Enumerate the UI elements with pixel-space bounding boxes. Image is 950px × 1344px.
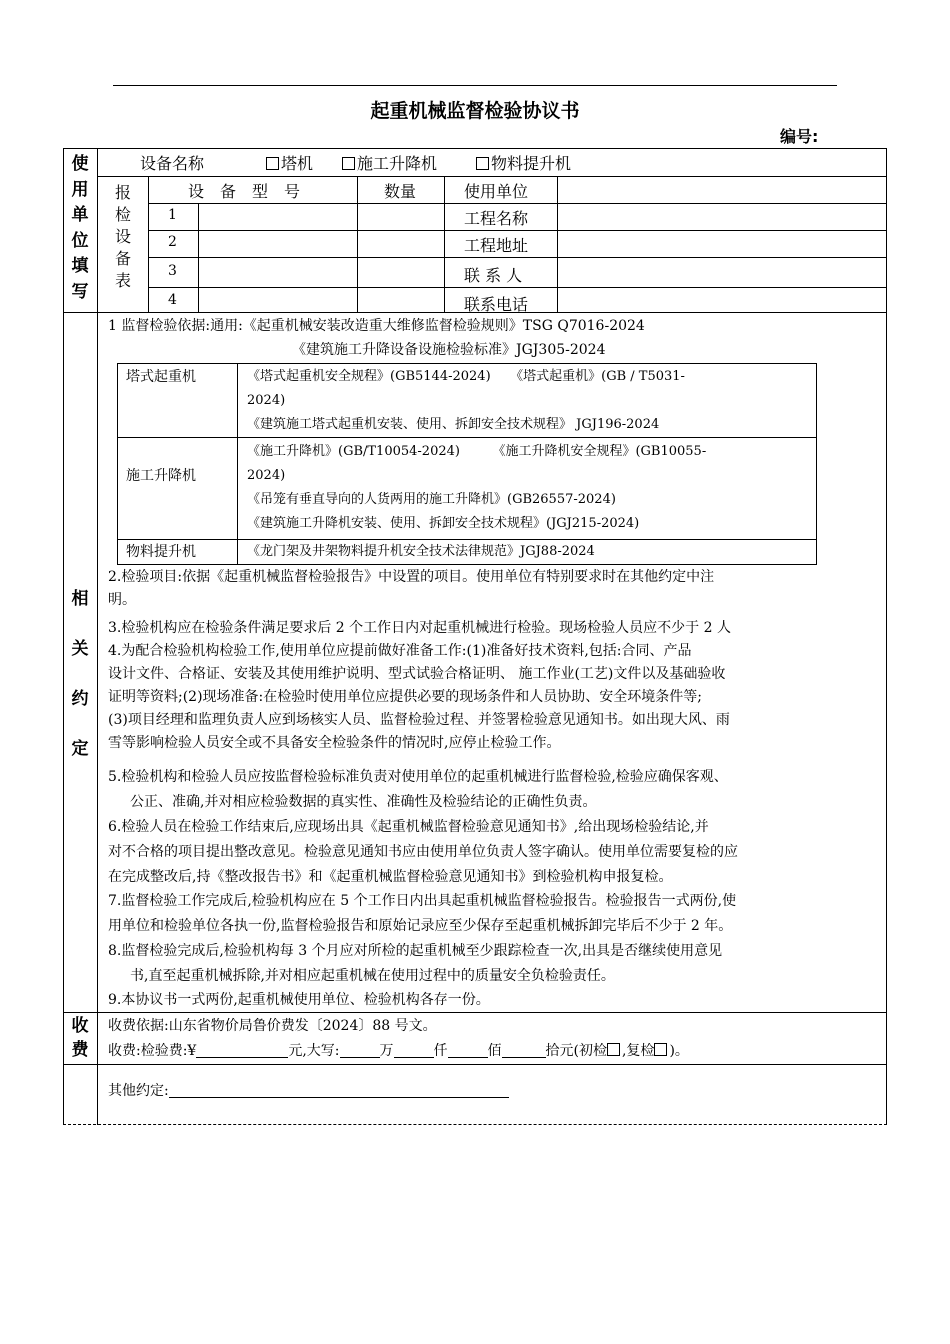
grid-v1 (148, 176, 149, 312)
grid-h1 (148, 203, 887, 204)
label-user-unit: 使用单位 (464, 182, 529, 201)
label-project-address: 工程地址 (464, 236, 529, 255)
clause-6: 6.检验人员在检验工作结束后,应现场出具《起重机械监督检验意见通知书》,给出现场检验结论,并 对不合格的项目提出整改意见。检验意见通知书应由使用单位负责人签字确认。使用单位需要复检的应 在完成整改后,持《整改报告书》和《起重机械监督检验意见通知书》到检验机构申报复检。 (108, 819, 738, 885)
row-number: 3 (168, 263, 177, 279)
clause-7: 7.监督检验工作完成后,检验机构应在 5 个工作日内出具起重机械监督检验报告。检验报告一式两份,使 用单位和检验单位各执一份,监督检验报告和原始记录应至少保存至起重机械拆卸完毕后不少于 2 年。 (108, 893, 737, 934)
document-title: 起重机械监督检验协议书 (370, 100, 580, 122)
row-number: 2 (168, 234, 177, 250)
checkbox-icon[interactable] (342, 157, 355, 170)
grid-h3 (148, 257, 887, 258)
standards-type-hoist: 施工升降机 (126, 468, 196, 484)
clause-8: 8.监督检验完成后,检验机构每 3 个月应对所检的起重机械至少跟踪检查一次,出具是否继续使用意见 书,直至起重机械拆除,并对相应起重机械在使用过程中的质量安全负检验责任。 (108, 943, 723, 984)
standards-type-tower: 塔式起重机 (126, 369, 196, 385)
initial-check-checkbox-icon[interactable] (607, 1043, 620, 1056)
clause-9: 9.本协议书一式两份,起重机械使用单位、检验机构各存一份。 (108, 992, 490, 1008)
side-label-fee: 收 费 (71, 1016, 89, 1060)
clause-1-line-1: 1 监督检验依据:通用:《起重机械安装改造重大维修监督检验规则》TSG Q7016-2024 (108, 318, 645, 334)
col-header-quantity: 数量 (384, 182, 417, 201)
label-contact-person: 联 系 人 (464, 266, 523, 285)
clause-5: 5.检验机构和检验人员应按监督检验标准负责对使用单位的起重机械进行监督检验,检验应确保客观、 公正、准确,并对相应检验数据的真实性、准确性及检验结论的正确性负责。 (108, 769, 728, 810)
clause-1-line-2: 《建筑施工升降设备设施检验标准》JGJ305-2024 (292, 342, 606, 358)
grid-h2 (148, 230, 887, 231)
section-line-2 (63, 1012, 887, 1013)
section-line-3 (63, 1064, 887, 1065)
option-tower-crane[interactable]: 塔机 (266, 151, 313, 174)
clause-2: 2.检验项目:依据《起重机械监督检验报告》中设置的项目。使用单位有特别要求时在其他约定中注 明。 (108, 569, 715, 608)
grid-v5 (557, 176, 558, 312)
other-agreement-field[interactable] (169, 1083, 509, 1098)
standards-hoist-list: 《施工升降机》(GB/T10054-2024) 《施工升降机安全规程》(GB10055- 2024) 《吊笼有垂直导向的人货两用的施工升降机》(GB26557-2024) 《建筑施工升降机安装、使用、拆卸安全技术规程》(JGJ215-2024) (247, 444, 707, 531)
equipment-name-label: 设备名称 (140, 154, 205, 173)
clause-4: 4.为配合检验机构检验工作,使用单位应提前做好准备工作:(1)准备好技术资料,包括:合同、产品 设计文件、合格证、安装及其使用维护说明、型式试验合格证明、 施工作业(工艺)文件以及基础验收 证明等资料;(2)现场准备:在检验时使用单位应提供必要的现场条件和人员协助、安全环境条件等; (3)项目经理和监理负责人应到场核实人员、监督检验过程、并签署检验意见通知书。如出现大风、雨 雪等影响检验人员安全或不具备安全检验条件的情况时,应停止检验工作。 (108, 643, 730, 751)
equipment-name-row-line (97, 176, 887, 177)
clause-3: 3.检验机构应在检验条件满足要求后 2 个工作日内对起重机械进行检验。现场检验人员应不少于 2 人 (108, 620, 731, 636)
side-label-agreement: 相 关 约 定 (71, 589, 89, 759)
standards-type-material: 物料提升机 (126, 544, 196, 560)
fee-shi-field[interactable] (502, 1043, 546, 1058)
document-number-label: 编号: (780, 127, 819, 146)
fee-basis: 收费依据:山东省物价局鲁价费发〔2024〕88 号文。 (108, 1018, 437, 1034)
fee-wan-field[interactable] (340, 1043, 380, 1058)
other-agreement: 其他约定: (108, 1080, 880, 1103)
label-contact-phone: 联系电话 (464, 295, 529, 314)
standards-table-divider (237, 363, 238, 565)
recheck-checkbox-icon[interactable] (654, 1043, 667, 1056)
fee-qian-field[interactable] (394, 1043, 434, 1058)
top-rule (113, 85, 837, 86)
fee-amount-field[interactable] (196, 1043, 288, 1058)
row-number: 4 (168, 292, 177, 308)
side-label-report-table: 报 检 设 备 表 (114, 183, 131, 290)
side-label-user-fill: 使 用 单 位 填 写 (71, 154, 89, 302)
standards-row-line-1 (117, 437, 817, 438)
standards-tower-list: 《塔式起重机安全规程》(GB5144-2024) 《塔式起重机》(GB / T5031- 2024) 《建筑施工塔式起重机安装、使用、拆卸安全技术规程》 JGJ196-2024 (247, 369, 685, 432)
col-header-model: 设 备 型 号 (188, 182, 301, 201)
grid-v3 (357, 176, 358, 312)
fee-bai-field[interactable] (448, 1043, 488, 1058)
grid-h4 (148, 287, 887, 288)
label-project-name: 工程名称 (464, 209, 529, 228)
option-material-hoist[interactable]: 物料提升机 (476, 151, 571, 174)
option-construction-hoist[interactable]: 施工升降机 (342, 151, 437, 174)
fee-amount-line: 收费:检验费:¥ 元,大写: 万 仟 佰 拾元(初检 ,复检 )。 (108, 1043, 689, 1059)
standards-material-list: 《龙门架及井架物料提升机安全技术法律规范》JGJ88-2024 (247, 544, 595, 559)
checkbox-icon[interactable] (476, 157, 489, 170)
grid-v4 (444, 176, 445, 312)
row-number: 1 (168, 207, 177, 223)
checkbox-icon[interactable] (266, 157, 279, 170)
